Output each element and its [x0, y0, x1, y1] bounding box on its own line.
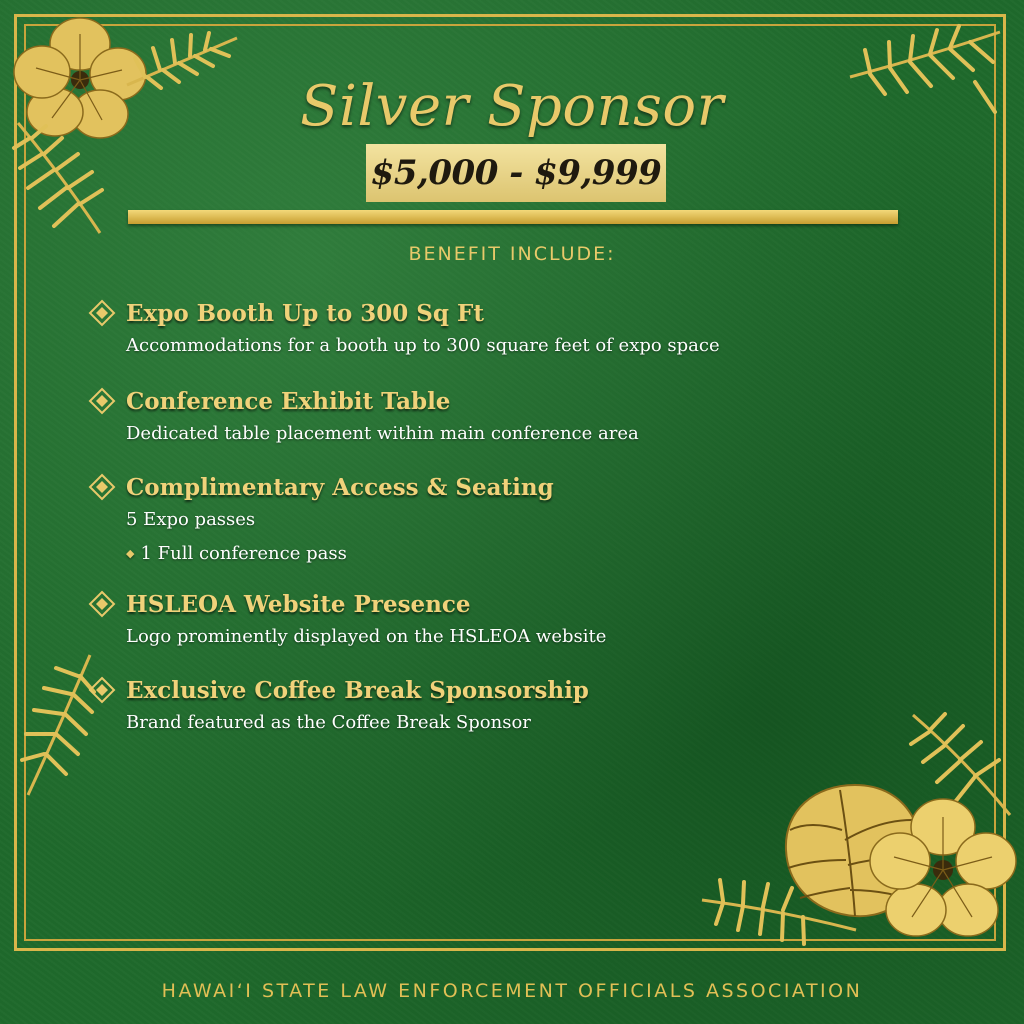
benefit-sub-item: [126, 538, 928, 570]
hibiscus-flower-icon: [868, 795, 1018, 945]
benefit-description: Dedicated table placement within main conference area: [126, 423, 639, 444]
benefit-item: [88, 470, 928, 570]
price-range-text: $5,000 - $9,999: [370, 153, 662, 193]
benefit-title: Conference Exhibit Table: [126, 387, 451, 415]
diamond-bullet-icon: [88, 387, 116, 415]
organization-footer: HAWAI‘I STATE LAW ENFORCEMENT OFFICIALS ASSOCIATION: [161, 980, 863, 1002]
diamond-bullet-icon: [88, 676, 116, 704]
small-diamond-bullet-icon: ◆: [126, 547, 135, 560]
benefit-sub-item-text: 1 Full conference pass: [140, 543, 347, 564]
diamond-bullet-icon: [88, 473, 116, 501]
benefit-item: [88, 384, 928, 450]
benefits-heading: BENEFIT INCLUDE:: [408, 243, 616, 265]
page-title: Silver Sponsor: [300, 74, 724, 139]
benefit-item: [88, 296, 928, 362]
benefit-description: Accommodations for a booth up to 300 square feet of expo space: [126, 335, 720, 356]
benefit-item: [88, 673, 928, 739]
benefit-title: Expo Booth Up to 300 Sq Ft: [126, 299, 484, 327]
diamond-bullet-icon: [88, 299, 116, 327]
benefit-title: Exclusive Coffee Break Sponsorship: [126, 676, 589, 704]
benefit-title: Complimentary Access & Seating: [126, 473, 554, 501]
benefit-description: Logo prominently displayed on the HSLEOA website: [126, 626, 607, 647]
benefit-description: Brand featured as the Coffee Break Sponsor: [126, 712, 531, 733]
diamond-bullet-icon: [88, 590, 116, 618]
benefit-title: HSLEOA Website Presence: [126, 590, 471, 618]
price-badge: [366, 144, 666, 202]
header-divider: [128, 210, 898, 224]
benefit-item: [88, 587, 928, 653]
palm-frond-icon: [18, 650, 98, 800]
benefit-description: 5 Expo passes: [126, 509, 256, 530]
